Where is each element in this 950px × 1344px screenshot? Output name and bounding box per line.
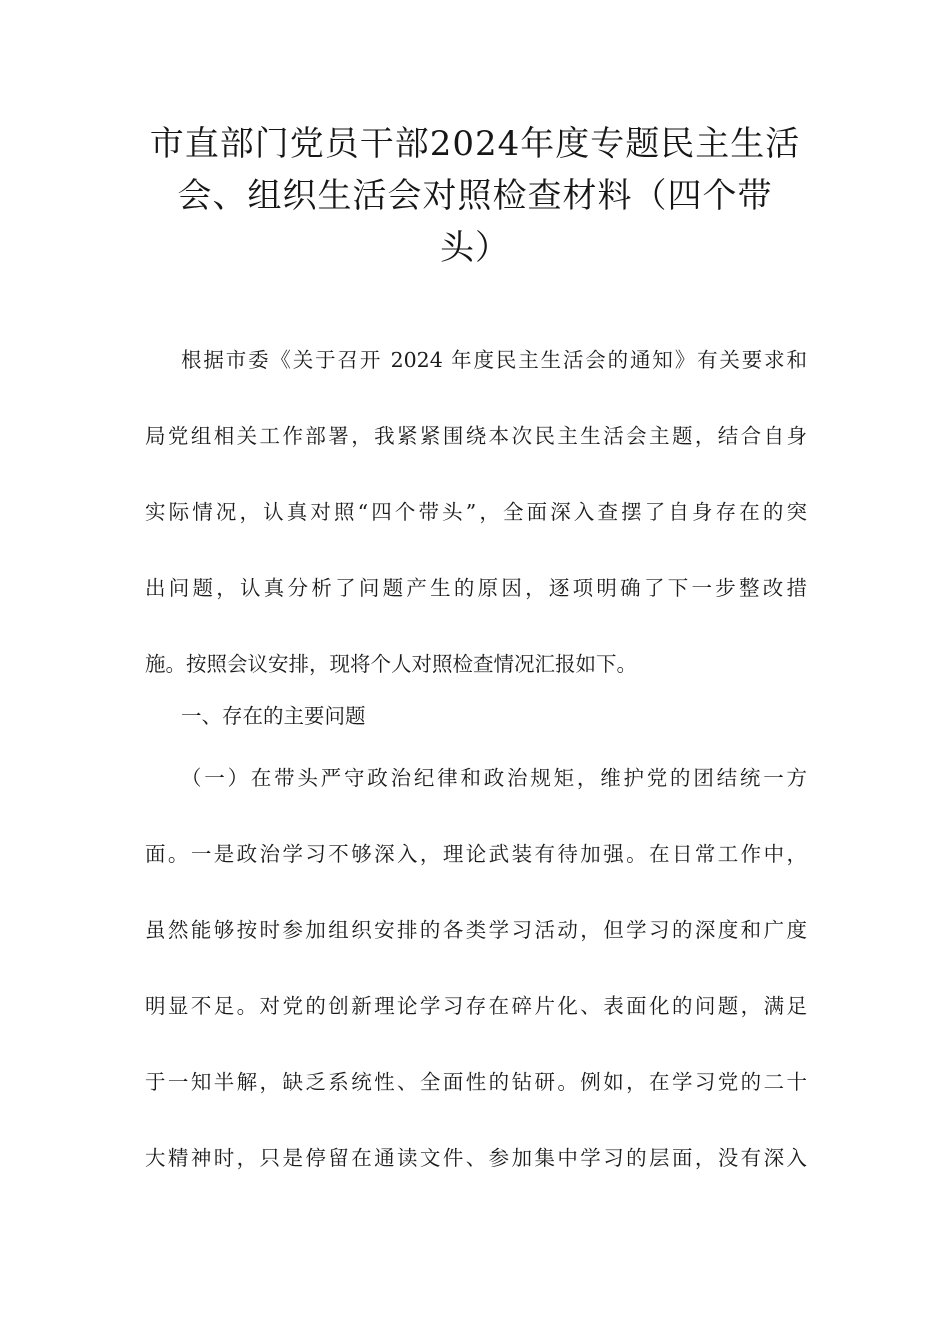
paragraph-line: 于一知半解，缺乏系统性、全面性的钻研。例如，在学习党的二十	[145, 1070, 807, 1094]
paragraph-line: 根据市委《关于召开 2024 年度民主生活会的通知》有关要求和	[181, 348, 807, 372]
paragraph-line: 虽然能够按时参加组织安排的各类学习活动，但学习的深度和广度	[145, 918, 807, 942]
title-line: 市直部门党员干部2024年度专题民主生活	[149, 124, 801, 164]
intro-paragraph	[145, 322, 807, 702]
paragraph-line: 局党组相关工作部署，我紧紧围绕本次民主生活会主题，结合自身	[145, 424, 807, 448]
paragraph-line: 明显不足。对党的创新理论学习存在碎片化、表面化的问题，满足	[145, 994, 807, 1018]
section1-paragraph	[145, 740, 807, 1196]
section-heading: 一、存在的主要问题	[181, 704, 366, 728]
paragraph-line: 施。按照会议安排，现将个人对照检查情况汇报如下。	[145, 652, 637, 676]
paragraph-line: 出问题，认真分析了问题产生的原因，逐项明确了下一步整改措	[145, 576, 807, 600]
title-line: 头）	[440, 228, 510, 268]
title-line: 会、组织生活会对照检查材料（四个带	[177, 176, 773, 216]
paragraph-line: （一）在带头严守政治纪律和政治规矩，维护党的团结统一方	[181, 766, 807, 790]
paragraph-line: 大精神时，只是停留在通读文件、参加集中学习的层面，没有深入	[145, 1146, 807, 1170]
paragraph-line: 面。一是政治学习不够深入，理论武装有待加强。在日常工作中，	[145, 842, 807, 866]
paragraph-line: 实际情况，认真对照“四个带头”，全面深入查摆了自身存在的突	[145, 500, 807, 524]
document-title	[145, 118, 805, 274]
